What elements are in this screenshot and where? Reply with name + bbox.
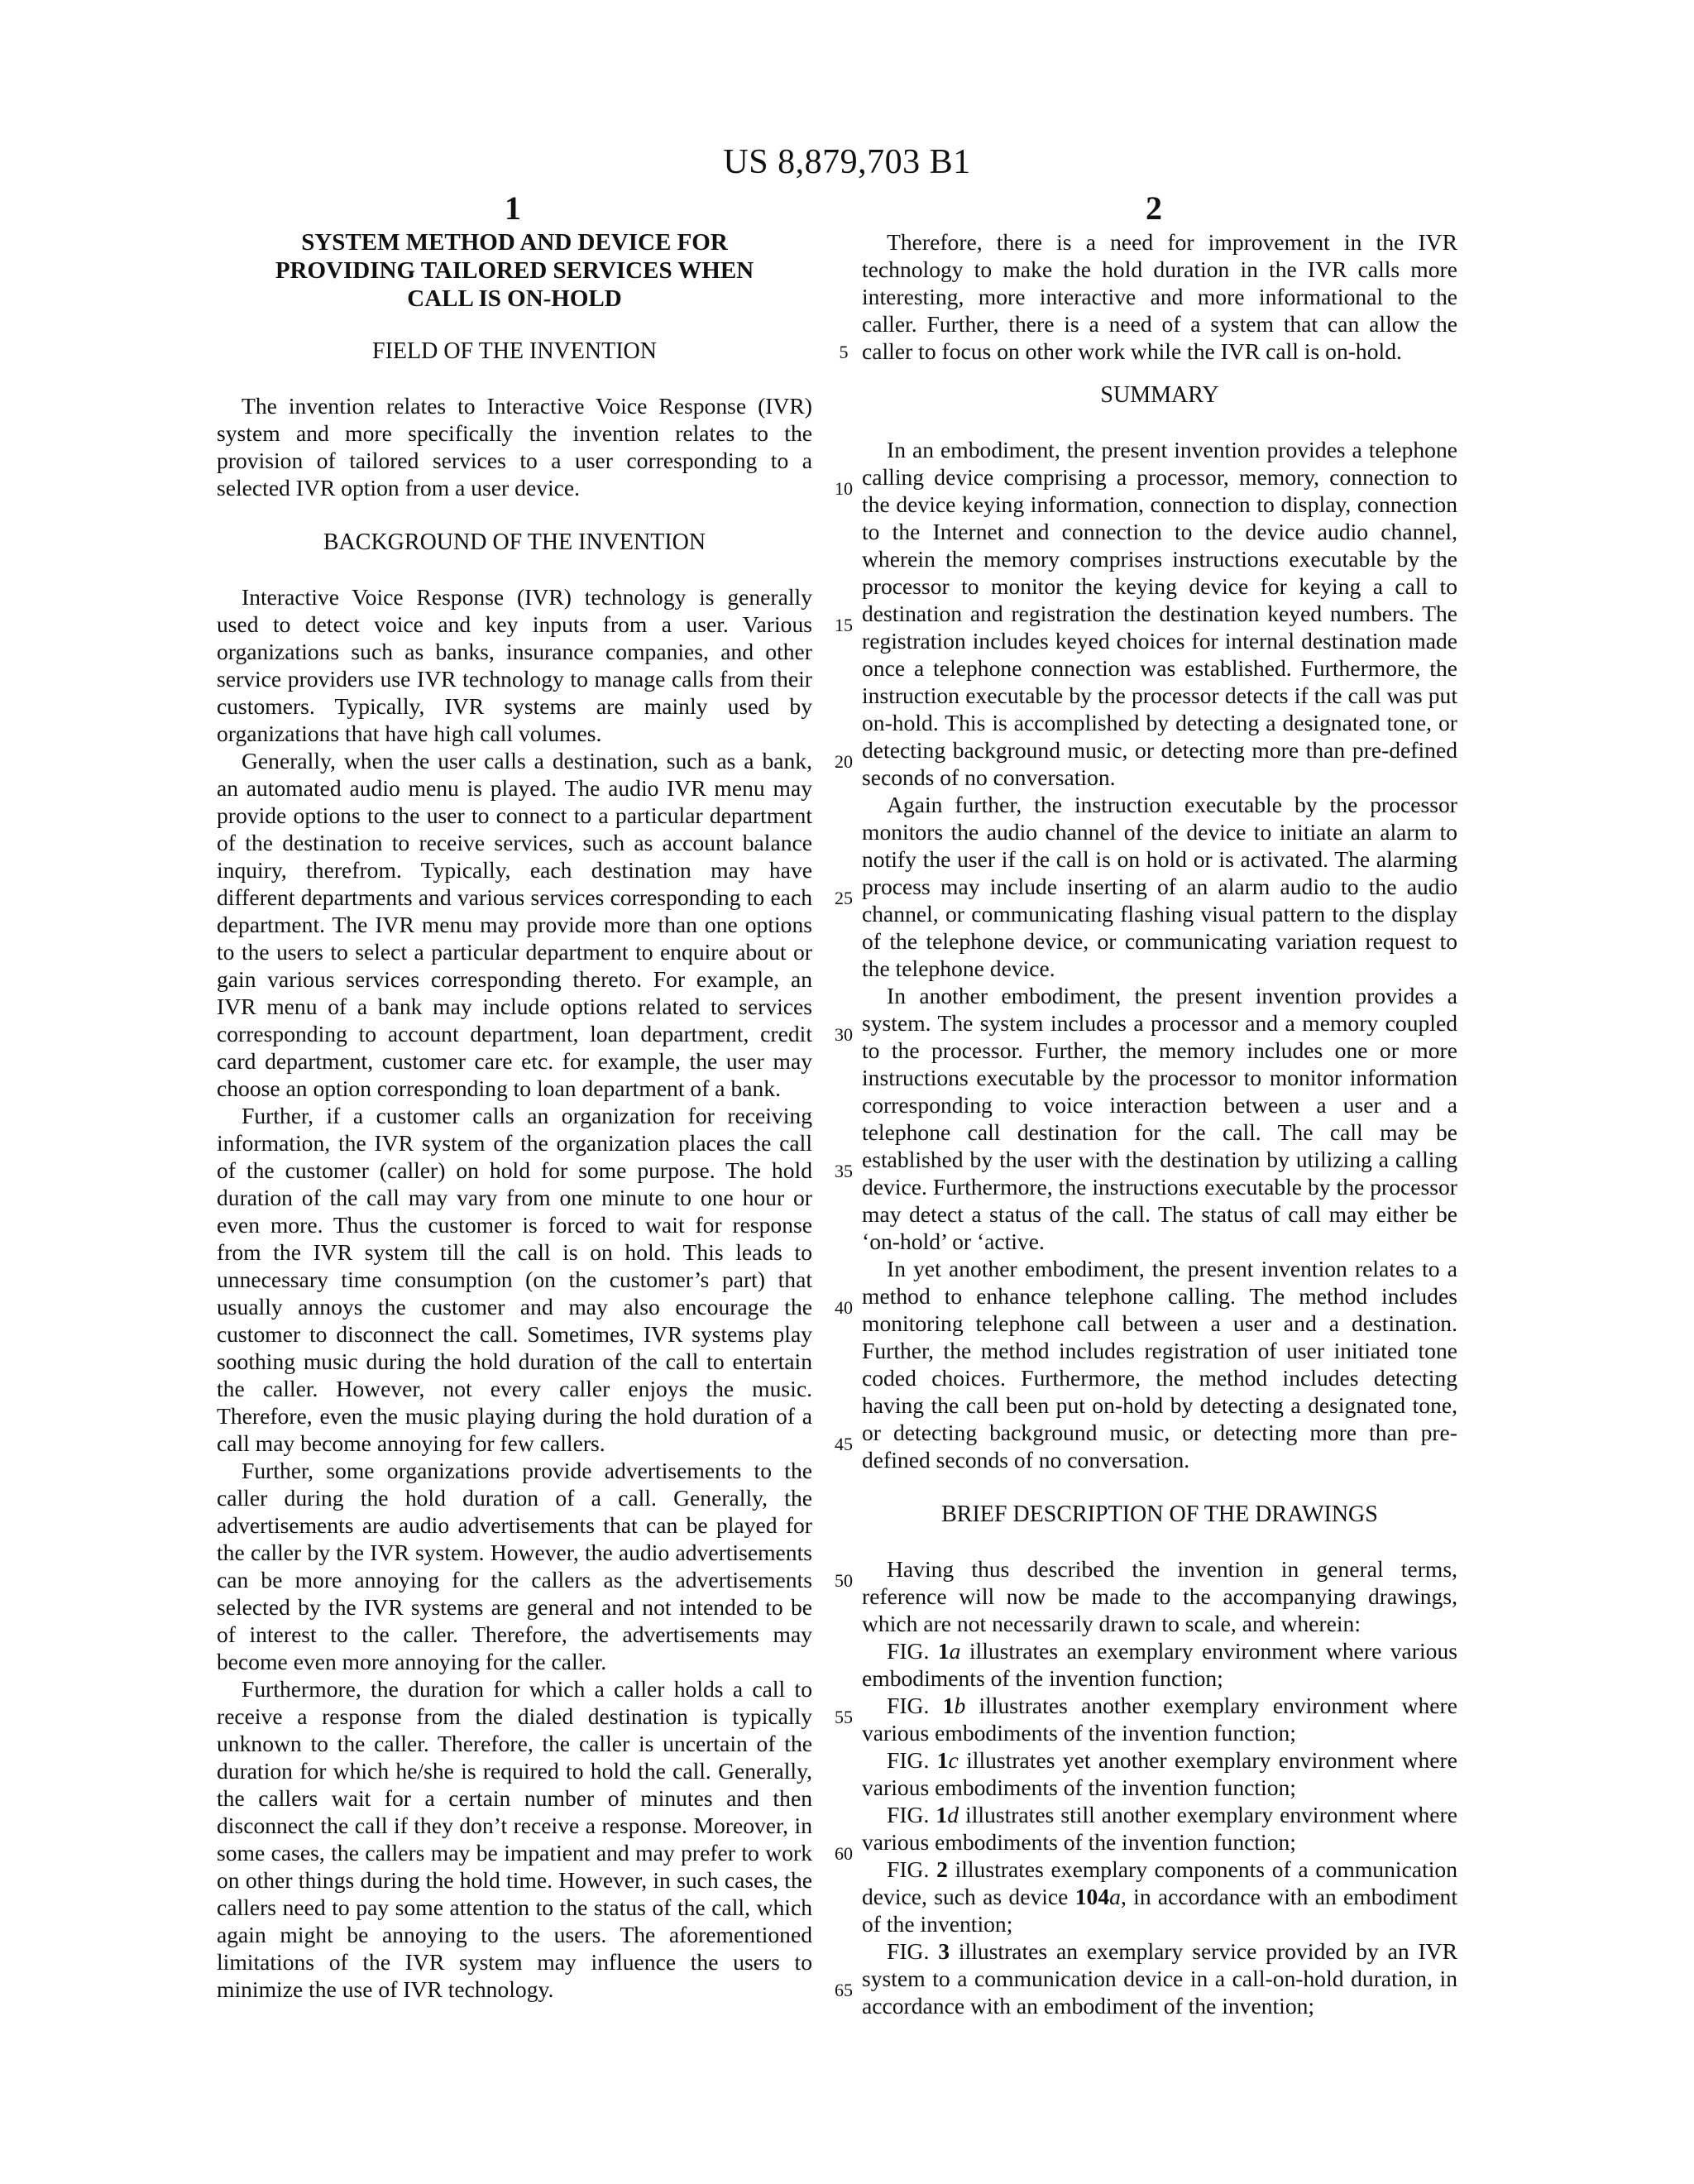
summary-paragraph: Again further, the instruction executable by the processor monitors the audio channel of the device to initiate an alarm to notify the user if the call is on hold or is activated. The alarming process may include inserting of an alarm audio to the audio channel, or communicating flashing visual pattern to the display of the telephone device, or communicating variation request to the telephone device. [862,792,1457,981]
patent-number: US 8,879,703 B1 [723,143,971,181]
intro-paragraph: Therefore, there is a need for improvement in the IVR technology to make the hold duration in the IVR calls more interesting, more interactive and more informational to the caller. Further, there is a need of a system that can allow the caller to focus on other work while the IVR call is on-hold. [862,229,1457,364]
line-number: 50 [835,1570,853,1591]
figure-description: FIG. 3 illustrates an exemplary service provided by an IVR system to a communication device in a call-on-hold duration, in accordance with an embodiment of the invention; [862,1938,1457,2019]
figure-description: FIG. 1a illustrates an exemplary environment where various embodiments of the invention function; [862,1638,1457,1691]
summary-paragraph: In another embodiment, the present invention provides a system. The system includes a processor and a memory coupled to the processor. Further, the memory includes one or more instructions executable by the processor to monitor information corresponding to voice interaction between a user and a telephone call destination for the call. The call may be established by the user with the destination by utilizing a calling device. Furthermore, the instructions executable by the processor may detect a status of the call. The status of call may either be ‘on-hold’ or ‘active. [862,983,1457,1254]
line-number: 55 [835,1707,853,1727]
background-paragraph: Furthermore, the duration for which a caller holds a call to receive a response from the dialed destination is typically unknown to the caller. Therefore, the caller is uncertain of the duration for which he/she is required to hold the call. Generally, the callers wait for a certain number of minutes and then disconnect the call if they don’t receive a response. Moreover, in some cases, the callers may be impatient and may prefer to work on other things during the hold time. However, in such cases, the callers need to pay some attention to the status of the call, which again might be annoying to the users. The aforementioned limitations of the IVR system may influence the users to minimize the use of IVR technology. [217,1676,812,2002]
line-number: 30 [835,1024,853,1045]
title-line: PROVIDING TAILORED SERVICES WHEN [275,257,754,284]
figure-description: FIG. 2 illustrates exemplary components of a communication device, such as device 104a, in accordance with an embodiment of the invention; [862,1856,1457,1937]
line-number: 10 [835,478,853,499]
background-paragraph: Generally, when the user calls a destination, such as a bank, an automated audio menu is played. The audio IVR menu may provide options to the user to connect to a particular department of the destination to receive services, such as account balance inquiry, therefrom. Typically, each destination may have different departments and various services corresponding to each department. The IVR menu may provide more than one options to the users to select a particular department to enquire about or gain various services corresponding thereto. For example, an IVR menu of a bank may include options related to services corresponding to account department, loan department, credit card department, customer care etc. for example, the user may choose an option corresponding to loan department of a bank. [217,748,812,1101]
field-heading: FIELD OF THE INVENTION [372,338,657,364]
line-number: 5 [839,342,849,362]
line-number: 25 [835,888,853,908]
summary-paragraph: In yet another embodiment, the present invention relates to a method to enhance telephone calling. The method includes monitoring telephone call between a user and a destination. Further, the method includes registration of user initiated tone coded choices. Furthermore, the method includes detecting having the call been put on-hold by detecting a designated tone, or detecting background music, or detecting more than pre-defined seconds of no conversation. [862,1256,1457,1473]
right-column [862,228,1457,2019]
background-paragraph: Further, some organizations provide advertisements to the caller during the hold duration of a call. Generally, the advertisements are audio advertisements that can be played for the caller by the IVR system. However, the audio advertisements can be more annoying for the callers as the advertisements selected by the IVR systems are general and not intended to be of interest to the caller. Therefore, the advertisements may become even more annoying for the caller. [217,1458,812,1674]
drawings-intro: Having thus described the invention in general terms, reference will now be made to the accompanying drawings, which are not necessarily drawn to scale, and wherein: [862,1556,1457,1636]
line-number: 20 [835,751,853,772]
figure-description: FIG. 1c illustrates yet another exemplary environment where various embodiments of the invention function; [862,1747,1457,1800]
background-paragraph: Further, if a customer calls an organization for receiving information, the IVR system of the organization places the call of the customer (caller) on hold for some purpose. The hold duration of the call may vary from one minute to one hour or even more. Thus the customer is forced to wait for response from the IVR system till the call is on hold. This leads to unnecessary time consumption (on the customer’s part) that usually annoys the customer and may also encourage the customer to disconnect the call. Sometimes, IVR systems play soothing music during the hold duration of the call to entertain the caller. However, not every caller enjoys the music. Therefore, even the music playing during the hold duration of a call may become annoying for few callers. [217,1103,812,1456]
patent-title [217,228,812,313]
background-paragraph: Interactive Voice Response (IVR) technology is generally used to detect voice and key inputs from a user. Various organizations such as banks, insurance companies, and other service providers use IVR technology to manage calls from their customers. Typically, IVR systems are mainly used by organizations that have high call volumes. [217,584,812,746]
field-paragraph: The invention relates to Interactive Voice Response (IVR) system and more specifically the invention relates to the provision of tailored services to a user corresponding to a selected IVR option from a user device. [217,393,812,500]
drawings-heading: BRIEF DESCRIPTION OF THE DRAWINGS [941,1502,1378,1527]
figure-description: FIG. 1b illustrates another exemplary environment where various embodiments of the invention function; [862,1693,1457,1746]
figure-description: FIG. 1d illustrates still another exemplary environment where various embodiments of the invention function; [862,1802,1457,1855]
right-column-number: 2 [1146,189,1162,227]
line-number: 65 [835,1980,853,2000]
figure-list [862,1637,1457,2019]
line-number: 15 [835,615,853,635]
line-number: 60 [835,1843,853,1864]
line-number: 45 [835,1434,853,1454]
title-line: CALL IS ON-HOLD [407,285,622,312]
left-column-number: 1 [505,189,521,227]
summary-paragraph: In an embodiment, the present invention provides a telephone calling device comprising a processor, memory, connection to the device keying information, connection to display, connection to the Internet and connection to the device audio channel, wherein the memory comprises instructions executable by the processor to monitor the keying device for keying a call to destination and registration the destination keyed numbers. The registration includes keyed choices for internal destination made once a telephone connection was established. Furthermore, the instruction executable by the processor detects if the call was put on-hold. This is accomplished by detecting a designated tone, or detecting background music, or detecting more than pre-defined seconds of no conversation. [862,437,1457,790]
summary-heading: SUMMARY [1100,382,1219,408]
background-heading: BACKGROUND OF THE INVENTION [323,529,706,555]
line-number: 40 [835,1297,853,1318]
line-number: 35 [835,1161,853,1181]
title-line: SYSTEM METHOD AND DEVICE FOR [301,229,728,256]
left-column [217,228,812,2003]
